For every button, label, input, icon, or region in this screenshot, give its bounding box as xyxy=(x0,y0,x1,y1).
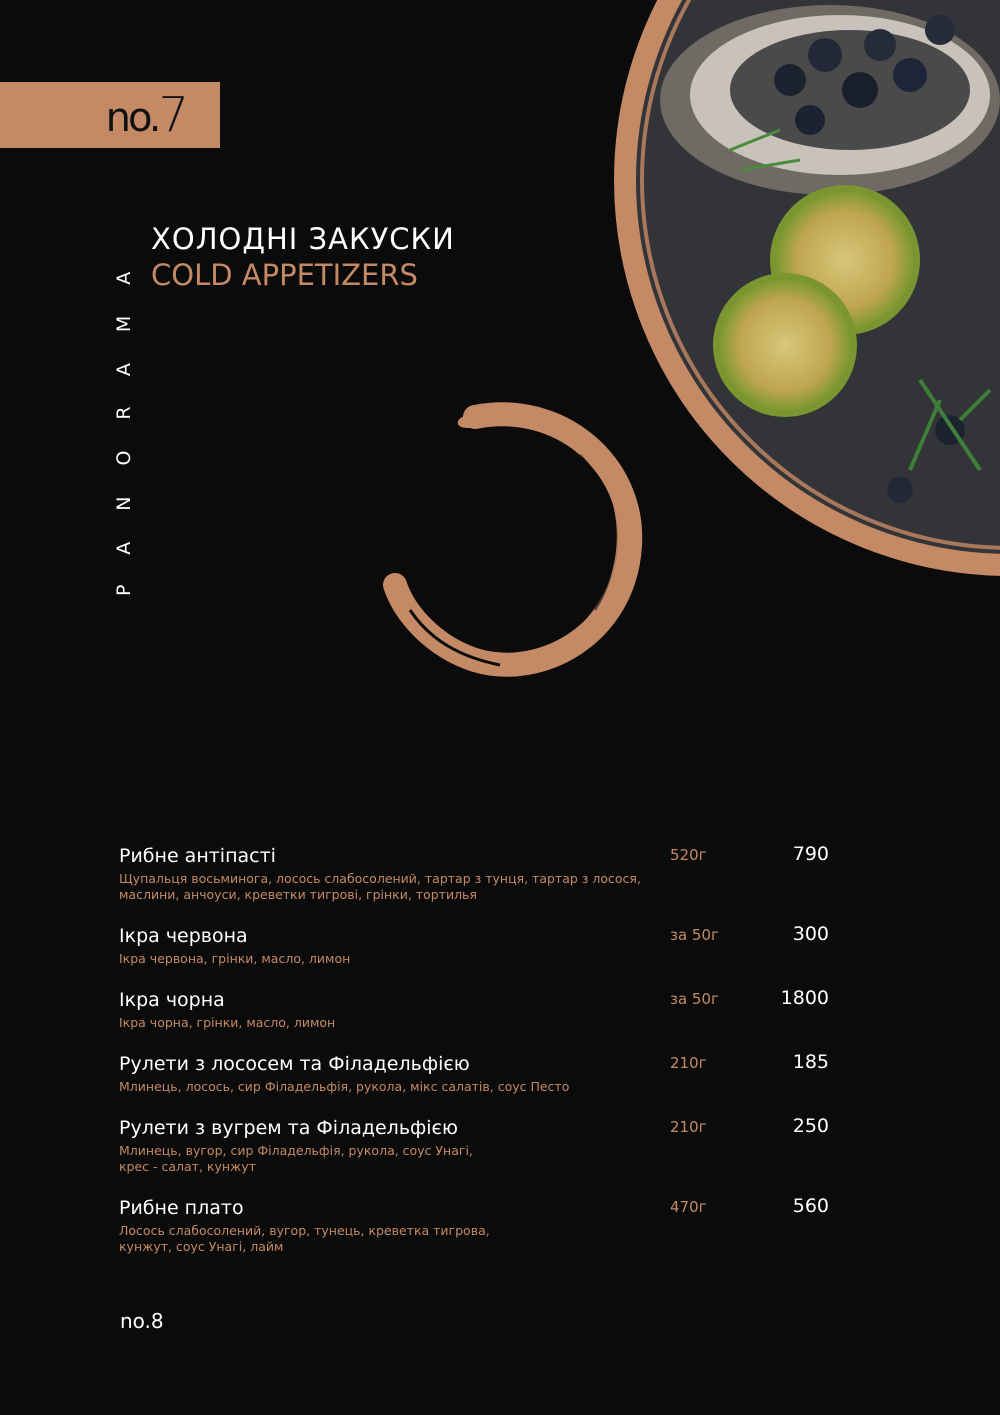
menu-item-weight: 210г xyxy=(670,1118,707,1136)
menu-item-name: Ікра червона xyxy=(119,925,248,947)
section-title-ua: ХОЛОДНІ ЗАКУСКИ xyxy=(151,222,455,256)
menu-item-weight: 210г xyxy=(670,1054,707,1072)
page-number: no.8 xyxy=(120,1309,164,1333)
menu-item xyxy=(119,923,839,967)
menu-item-description: Млинець, лосось, сир Філадельфія, рукола, мікс салатів, соус Песто xyxy=(119,1079,570,1094)
badge-number: 7 xyxy=(158,87,186,143)
menu-item-name: Рибне плато xyxy=(119,1197,244,1219)
menu-item xyxy=(119,1195,839,1255)
menu-list xyxy=(119,843,839,1275)
menu-item-weight: 470г xyxy=(670,1198,707,1216)
menu-item-price: 1800 xyxy=(780,987,829,1009)
menu-item-weight: за 50г xyxy=(670,926,719,944)
menu-item-description: Лосось слабосолений, вугор, тунець, креветка тигрова, кунжут, соус Унагі, лайм xyxy=(119,1223,490,1254)
menu-item-price: 250 xyxy=(792,1115,829,1137)
menu-item-description: Ікра чорна, грінки, масло, лимон xyxy=(119,1015,336,1030)
menu-item-price: 300 xyxy=(792,923,829,945)
menu-item-name: Рибне антіпасті xyxy=(119,845,276,867)
page-badge xyxy=(0,82,220,148)
brush-circle-decoration xyxy=(380,395,650,685)
menu-item xyxy=(119,1051,839,1095)
menu-item-price: 185 xyxy=(792,1051,829,1073)
menu-item-description: Щупальця восьминога, лосось слабосолений, тартар з тунця, тартар з лосося, маслини, анчоуси, креветки тигрові, грінки, тортилья xyxy=(119,871,641,902)
menu-item xyxy=(119,843,839,903)
menu-item xyxy=(119,987,839,1031)
section-title-en: COLD APPETIZERS xyxy=(151,258,418,292)
menu-item-price: 560 xyxy=(792,1195,829,1217)
menu-item-price: 790 xyxy=(792,843,829,865)
menu-item-description: Млинець, вугор, сир Філадельфія, рукола, соус Унагі, крес - салат, кунжут xyxy=(119,1143,473,1174)
menu-item-name: Рулети з вугрем та Філадельфією xyxy=(119,1117,458,1139)
menu-item xyxy=(119,1115,839,1175)
badge-prefix: no. xyxy=(105,95,159,141)
menu-item-name: Ікра чорна xyxy=(119,989,225,1011)
menu-item-name: Рулети з лососем та Філадельфією xyxy=(119,1053,470,1075)
menu-item-weight: за 50г xyxy=(670,990,719,1008)
menu-item-description: Ікра червона, грінки, масло, лимон xyxy=(119,951,351,966)
brand-vertical: PANORAMA xyxy=(113,240,135,596)
menu-item-weight: 520г xyxy=(670,846,707,864)
badge-label xyxy=(105,87,186,143)
